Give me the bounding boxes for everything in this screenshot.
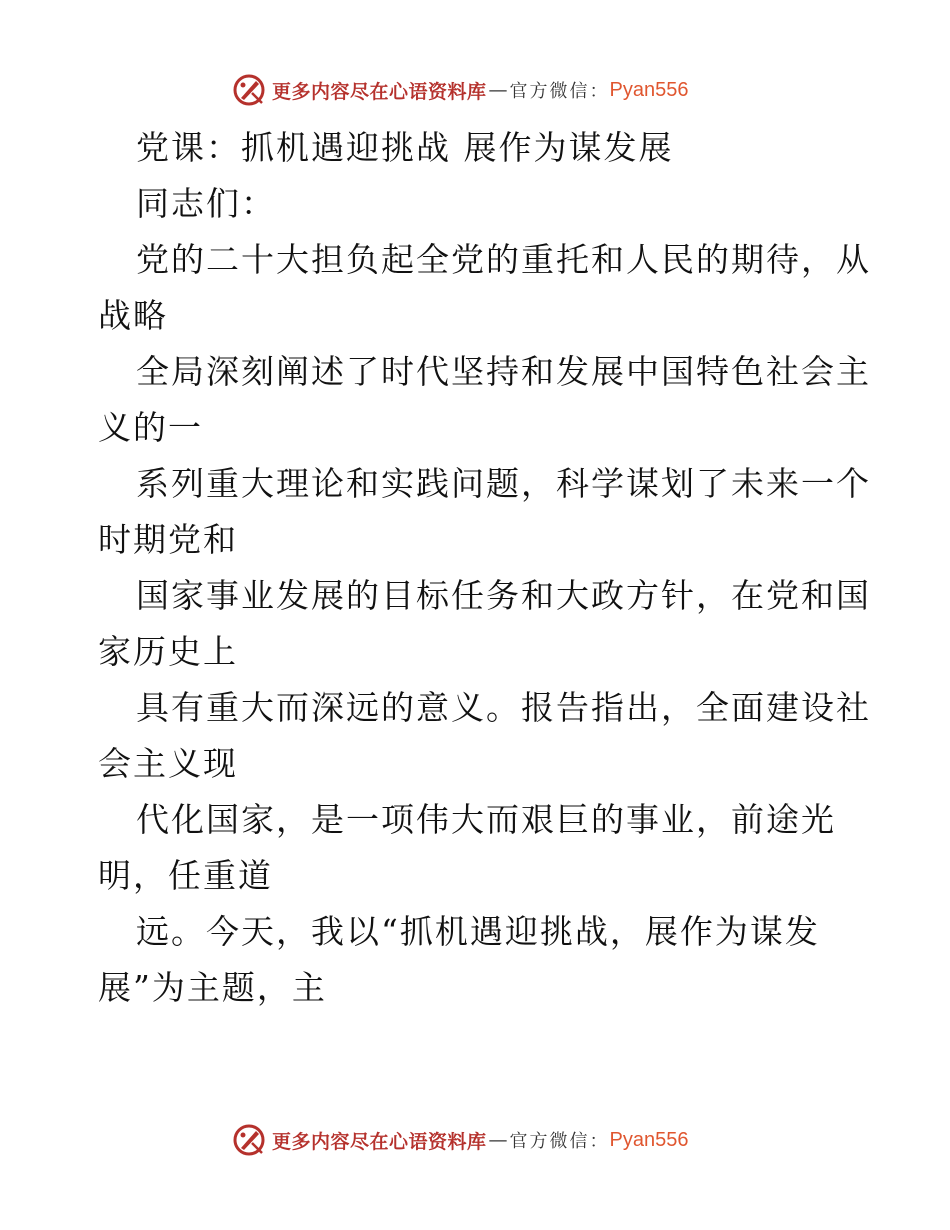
paragraph-line: 系列重大理论和实践问题，科学谋划了未来一个 [136,464,871,503]
banner-account-id: Pyan556 [609,78,689,101]
paragraph-line: 全局深刻阐述了时代坚持和发展中国特色社会主 [136,352,871,391]
banner-dash: — [488,79,508,101]
paragraph-line: 义的一 [98,408,203,447]
paragraph-line: 代化国家，是一项伟大而艰巨的事业，前途光 [136,800,836,839]
paragraph-line: 远。今天，我以“抓机遇迎挑战，展作为谋发 [136,912,820,951]
banner-account-id: Pyan556 [609,1128,689,1151]
paragraph-line: 具有重大而深远的意义。报告指出，全面建设社 [136,688,871,727]
banner-official-label: 官方微信： [509,81,610,102]
red-quill-seal-icon [232,73,266,107]
paragraph-line: 战略 [98,296,168,335]
banner-text: 更多内容尽在心语资料库 [272,80,487,103]
banner-dash: — [488,1129,508,1151]
paragraph-line: 明，任重道 [98,856,273,895]
red-quill-seal-icon [232,1123,266,1157]
paragraph-line: 党的二十大担负起全党的重托和人民的期待，从 [136,240,871,279]
paragraph-line: 家历史上 [98,632,238,671]
banner-official-label: 官方微信： [509,1131,610,1152]
paragraph-line: 展”为主题，主 [98,968,327,1007]
header-banner [232,72,688,108]
paragraph-line: 时期党和 [98,520,238,559]
banner-text: 更多内容尽在心语资料库 [272,1130,487,1153]
greeting: 同志们： [136,184,276,223]
footer-banner [232,1122,688,1158]
paragraph-line: 会主义现 [98,744,238,783]
paragraph-line: 国家事业发展的目标任务和大政方针，在党和国 [136,576,871,615]
document-title: 党课：抓机遇迎挑战 展作为谋发展 [136,128,674,167]
document-body [98,120,871,1016]
